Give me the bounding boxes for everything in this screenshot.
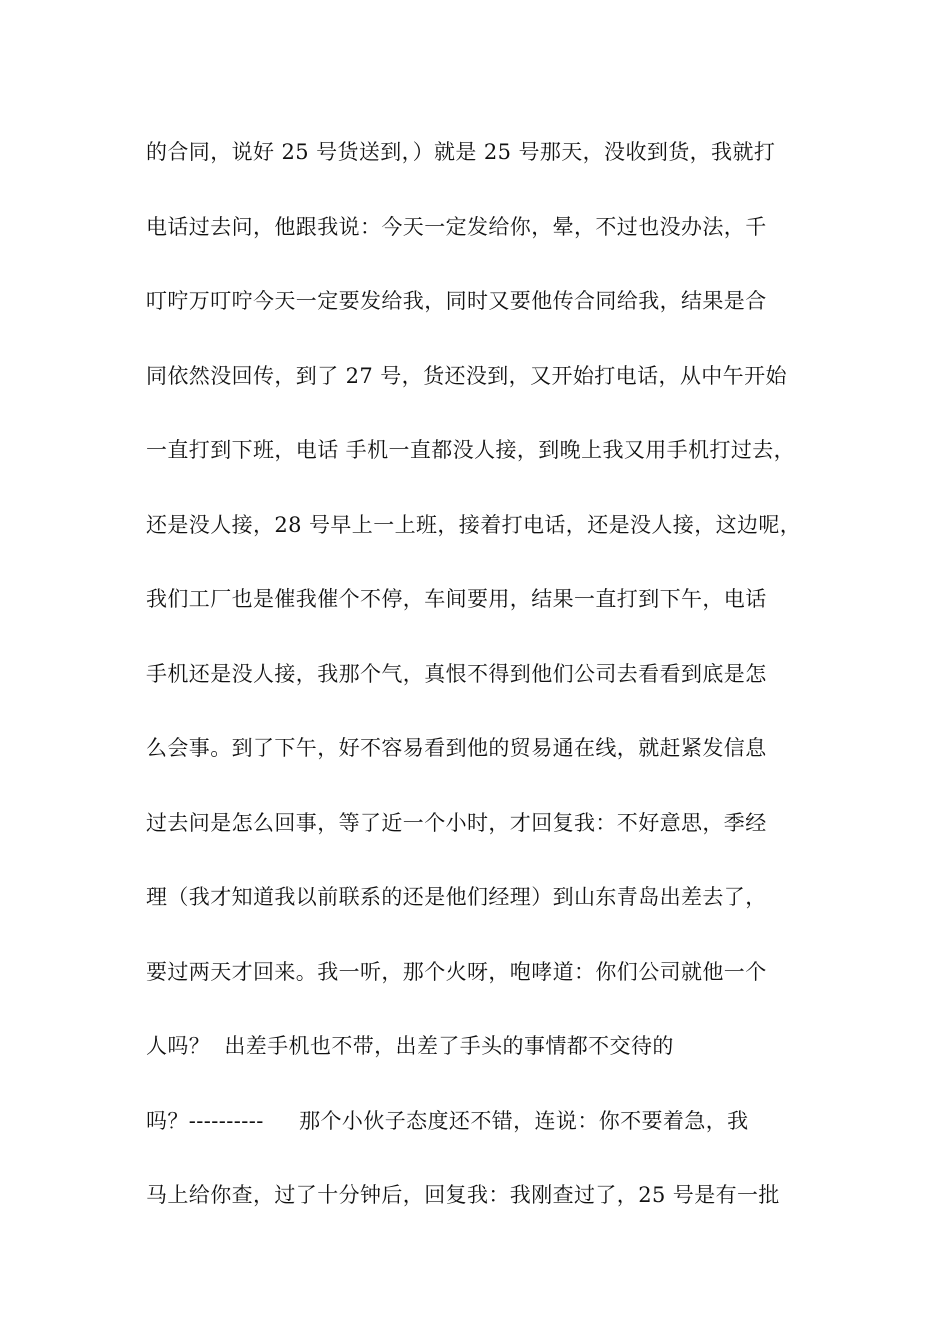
text-line: 叮咛万叮咛今天一定要发给我，同时又要他传合同给我，结果是合 [146, 289, 767, 313]
text-line: 马上给你查，过了十分钟后，回复我：我刚查过了，25 号是有一批 [146, 1183, 780, 1207]
text-line: 人吗？ 出差手机也不带，出差了手头的事情都不交待的 [146, 1034, 674, 1058]
text-line: 还是没人接，28 号早上一上班，接着打电话，还是没人接，这边呢， [146, 512, 802, 537]
text-line: 手机还是没人接，我那个气，真恨不得到他们公司去看看到底是怎 [146, 661, 767, 686]
text-line: 过去问是怎么回事，等了近一个小时，才回复我：不好意思，季经 [146, 810, 767, 835]
text-line: 吗？---------- 那个小伙子态度还不错，连说：你不要着急，我 [146, 1108, 749, 1133]
body-text [146, 129, 826, 1247]
text-line: 的合同，说好 25 号货送到，）就是 25 号那天，没收到货，我就打 [146, 140, 776, 164]
text-line: 理（我才知道我以前联系的还是他们经理）到山东青岛出差去了， [146, 885, 767, 909]
text-line: 要过两天才回来。我一听，那个火呀，咆哮道：你们公司就他一个 [146, 959, 767, 984]
text-line: 同依然没回传，到了 27 号，货还没到，又开始打电话，从中午开始 [146, 363, 787, 388]
text-line: 么会事。到了下午，好不容易看到他的贸易通在线，就赶紧发信息 [146, 736, 767, 760]
text-line: 我们工厂也是催我催个不停，车间要用，结果一直打到下午，电话 [146, 587, 767, 611]
text-line: 一直打到下班，电话 手机一直都没人接，到晚上我又用手机打过去， [146, 438, 796, 462]
text-line: 电话过去问，他跟我说：今天一定发给你，晕，不过也没办法，千 [146, 214, 767, 239]
